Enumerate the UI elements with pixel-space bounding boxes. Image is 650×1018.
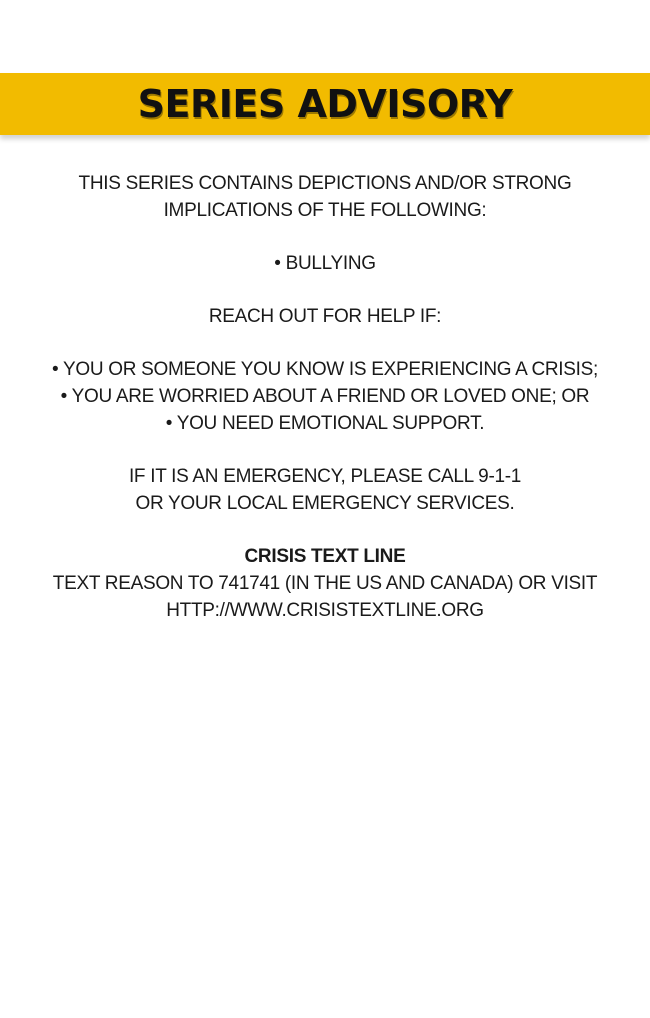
help-item: • YOU OR SOMEONE YOU KNOW IS EXPERIENCING A CRISIS;: [52, 359, 598, 380]
spacer: [0, 277, 650, 303]
banner-title: SERIES ADVISORY: [137, 82, 513, 126]
advisory-banner: [0, 73, 650, 135]
emergency-line-2: OR YOUR LOCAL EMERGENCY SERVICES.: [135, 493, 515, 514]
crisis-line-title: CRISIS TEXT LINE: [244, 546, 406, 567]
intro-line-1: THIS SERIES CONTAINS DEPICTIONS AND/OR STRONG: [78, 173, 572, 194]
crisis-line-url: HTTP://WWW.CRISISTEXTLINE.ORG: [166, 600, 484, 621]
help-heading: REACH OUT FOR HELP IF:: [208, 306, 442, 327]
spacer: [0, 224, 650, 250]
help-item: • YOU NEED EMOTIONAL SUPPORT.: [165, 413, 485, 434]
spacer: [0, 330, 650, 356]
spacer: [0, 517, 650, 543]
advisory-content: [0, 170, 650, 624]
intro-line-2: IMPLICATIONS OF THE FOLLOWING:: [163, 200, 487, 221]
help-item: • YOU ARE WORRIED ABOUT A FRIEND OR LOVED ONE; OR: [60, 386, 590, 407]
crisis-line-instructions: TEXT REASON TO 741741 (IN THE US AND CANADA) OR VISIT: [52, 573, 598, 594]
spacer: [0, 437, 650, 463]
topic-item: • BULLYING: [274, 253, 376, 274]
emergency-line-1: IF IT IS AN EMERGENCY, PLEASE CALL 9-1-1: [128, 466, 522, 487]
